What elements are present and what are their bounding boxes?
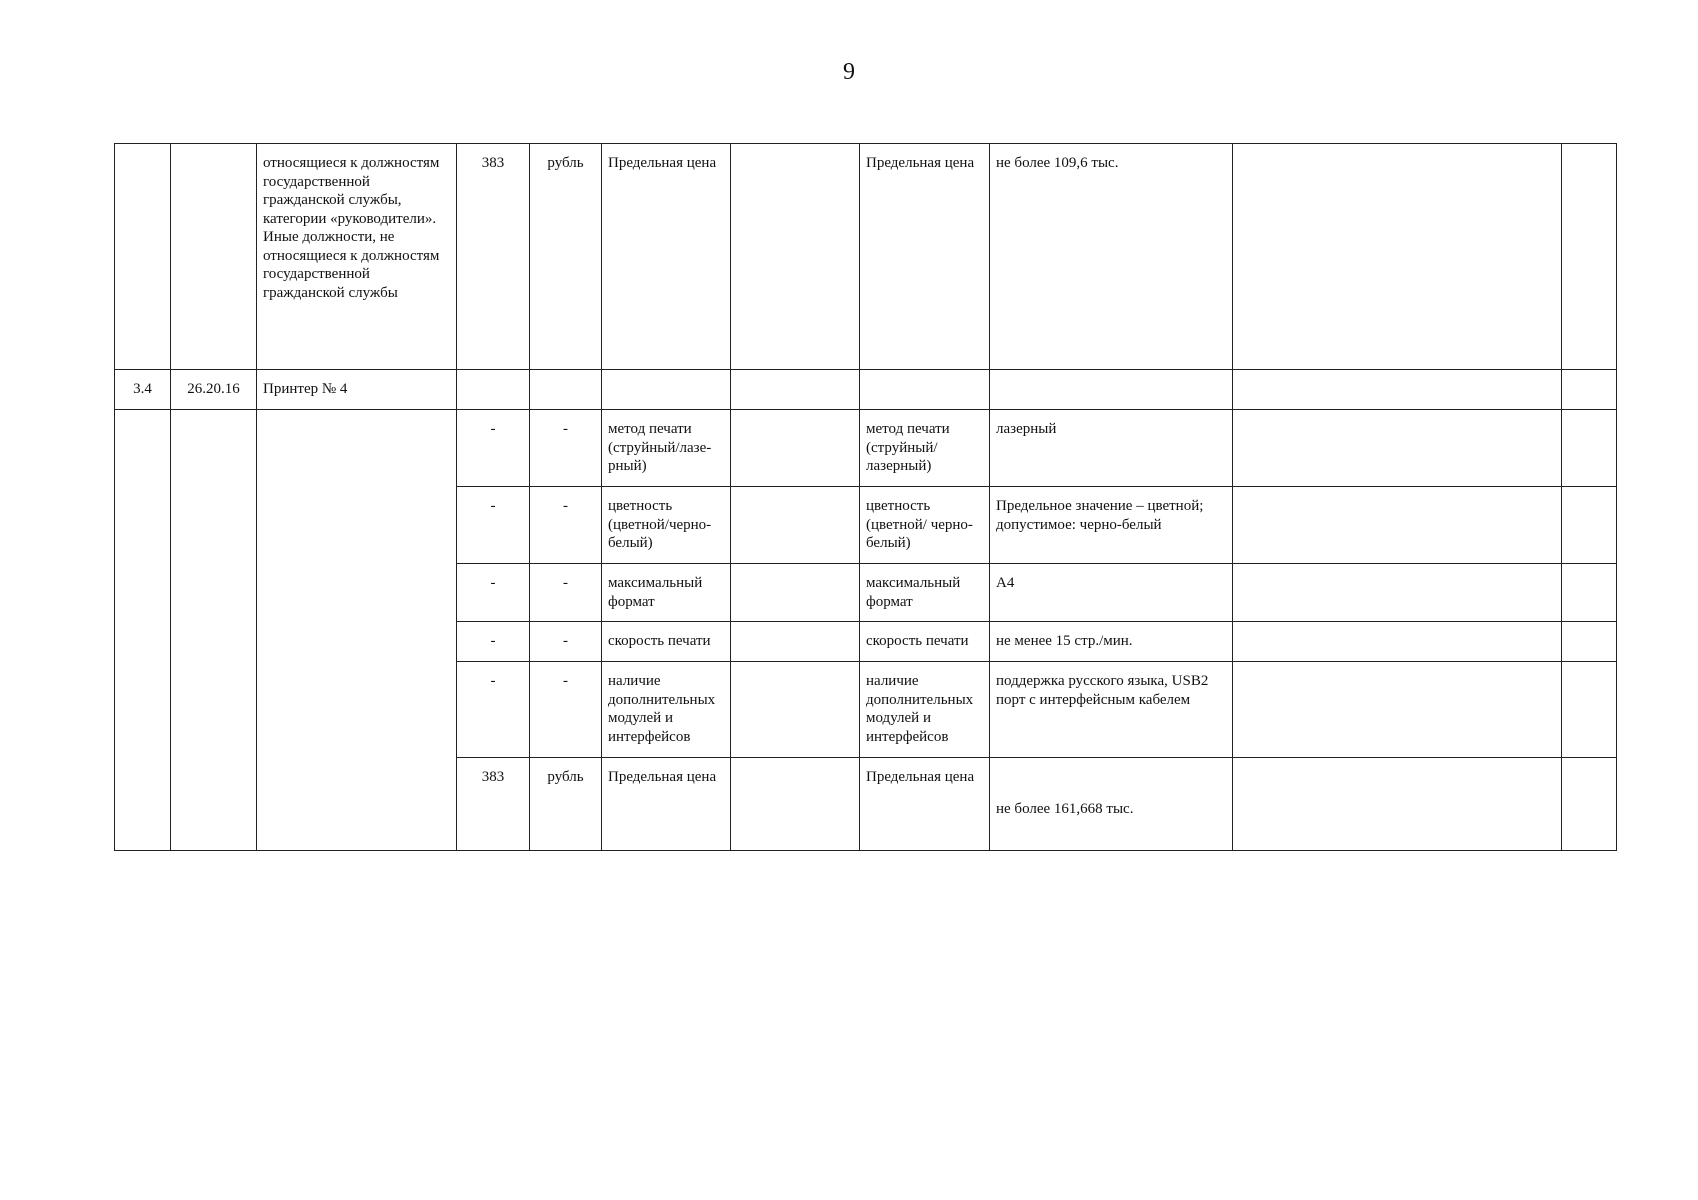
cell-okpd: 26.20.16 xyxy=(171,370,257,410)
cell-value xyxy=(990,370,1233,410)
cell-unit: - xyxy=(530,622,602,662)
cell-okei-code: 383 xyxy=(457,758,530,851)
cell-characteristic-approved: цветность (цветной/ черно-белый) xyxy=(860,487,990,564)
cell-characteristic-approved: максимальный формат xyxy=(860,564,990,622)
cell-function xyxy=(1562,622,1617,662)
cell-unit: - xyxy=(530,564,602,622)
cell-function xyxy=(1562,410,1617,487)
cell-value: не более 109,6 тыс. xyxy=(990,144,1233,370)
requirements-table xyxy=(114,143,1617,851)
table-row xyxy=(115,410,1617,487)
cell-justification xyxy=(1233,758,1562,851)
cell-okei-code: - xyxy=(457,564,530,622)
cell-okei-code: - xyxy=(457,410,530,487)
cell-value-approved xyxy=(731,662,860,758)
cell-value-approved xyxy=(731,564,860,622)
cell-characteristic-approved: скорость печати xyxy=(860,622,990,662)
cell-justification xyxy=(1233,144,1562,370)
cell-value-approved xyxy=(731,487,860,564)
cell-justification xyxy=(1233,487,1562,564)
cell-function xyxy=(1562,144,1617,370)
cell-okpd xyxy=(171,144,257,370)
cell-value-approved xyxy=(731,758,860,851)
cell-characteristic xyxy=(602,370,731,410)
cell-characteristic-approved: метод печати (струйный/ лазерный) xyxy=(860,410,990,487)
cell-value-approved xyxy=(731,410,860,487)
cell-okei-code: - xyxy=(457,622,530,662)
cell-characteristic: наличие дополнительных модулей и интерфейсов xyxy=(602,662,731,758)
cell-okei-code: - xyxy=(457,662,530,758)
cell-function xyxy=(1562,662,1617,758)
cell-function xyxy=(1562,370,1617,410)
cell-unit: рубль xyxy=(530,758,602,851)
cell-okei-code: - xyxy=(457,487,530,564)
cell-function xyxy=(1562,487,1617,564)
cell-characteristic: метод печати (струйный/лазе-рный) xyxy=(602,410,731,487)
cell-name: Принтер № 4 xyxy=(257,370,457,410)
cell-justification xyxy=(1233,410,1562,487)
cell-justification xyxy=(1233,370,1562,410)
cell-characteristic: максимальный формат xyxy=(602,564,731,622)
cell-characteristic: скорость печати xyxy=(602,622,731,662)
cell-value xyxy=(990,758,1233,851)
cell-num xyxy=(115,144,171,370)
cell-okei-code xyxy=(457,370,530,410)
cell-characteristic: Предельная цена xyxy=(602,758,731,851)
cell-value: А4 xyxy=(990,564,1233,622)
cell-characteristic-approved: Предельная цена xyxy=(860,758,990,851)
cell-justification xyxy=(1233,622,1562,662)
cell-value-approved xyxy=(731,622,860,662)
cell-okpd xyxy=(171,410,257,851)
page-number: 9 xyxy=(843,59,855,85)
cell-characteristic-approved: наличие дополнительных модулей и интерфейсов xyxy=(860,662,990,758)
cell-unit: рубль xyxy=(530,144,602,370)
cell-name xyxy=(257,410,457,851)
cell-characteristic-approved: Предельная цена xyxy=(860,144,990,370)
cell-okei-code: 383 xyxy=(457,144,530,370)
cell-characteristic: цветность (цветной/черно-белый) xyxy=(602,487,731,564)
cell-value: лазерный xyxy=(990,410,1233,487)
cell-value: поддержка русского языка, USB2 порт с интерфейсным кабелем xyxy=(990,662,1233,758)
cell-name: относящиеся к должностям государственной гражданской службы, категории «руководители». Иные должности, не относящиеся к должностям государственной гражданской службы xyxy=(257,144,457,370)
cell-unit: - xyxy=(530,410,602,487)
cell-function xyxy=(1562,758,1617,851)
cell-value: Предельное значение – цветной; допустимое: черно-белый xyxy=(990,487,1233,564)
cell-value-approved xyxy=(731,144,860,370)
cell-justification xyxy=(1233,564,1562,622)
cell-value-approved xyxy=(731,370,860,410)
table-row xyxy=(115,370,1617,410)
cell-unit: - xyxy=(530,662,602,758)
cell-characteristic: Предельная цена xyxy=(602,144,731,370)
table-row xyxy=(115,144,1617,370)
cell-characteristic-approved xyxy=(860,370,990,410)
price-limit-text: не более 161,668 тыс. xyxy=(996,801,1134,817)
cell-justification xyxy=(1233,662,1562,758)
cell-num: 3.4 xyxy=(115,370,171,410)
cell-unit xyxy=(530,370,602,410)
cell-value: не менее 15 стр./мин. xyxy=(990,622,1233,662)
cell-unit: - xyxy=(530,487,602,564)
cell-function xyxy=(1562,564,1617,622)
cell-num xyxy=(115,410,171,851)
